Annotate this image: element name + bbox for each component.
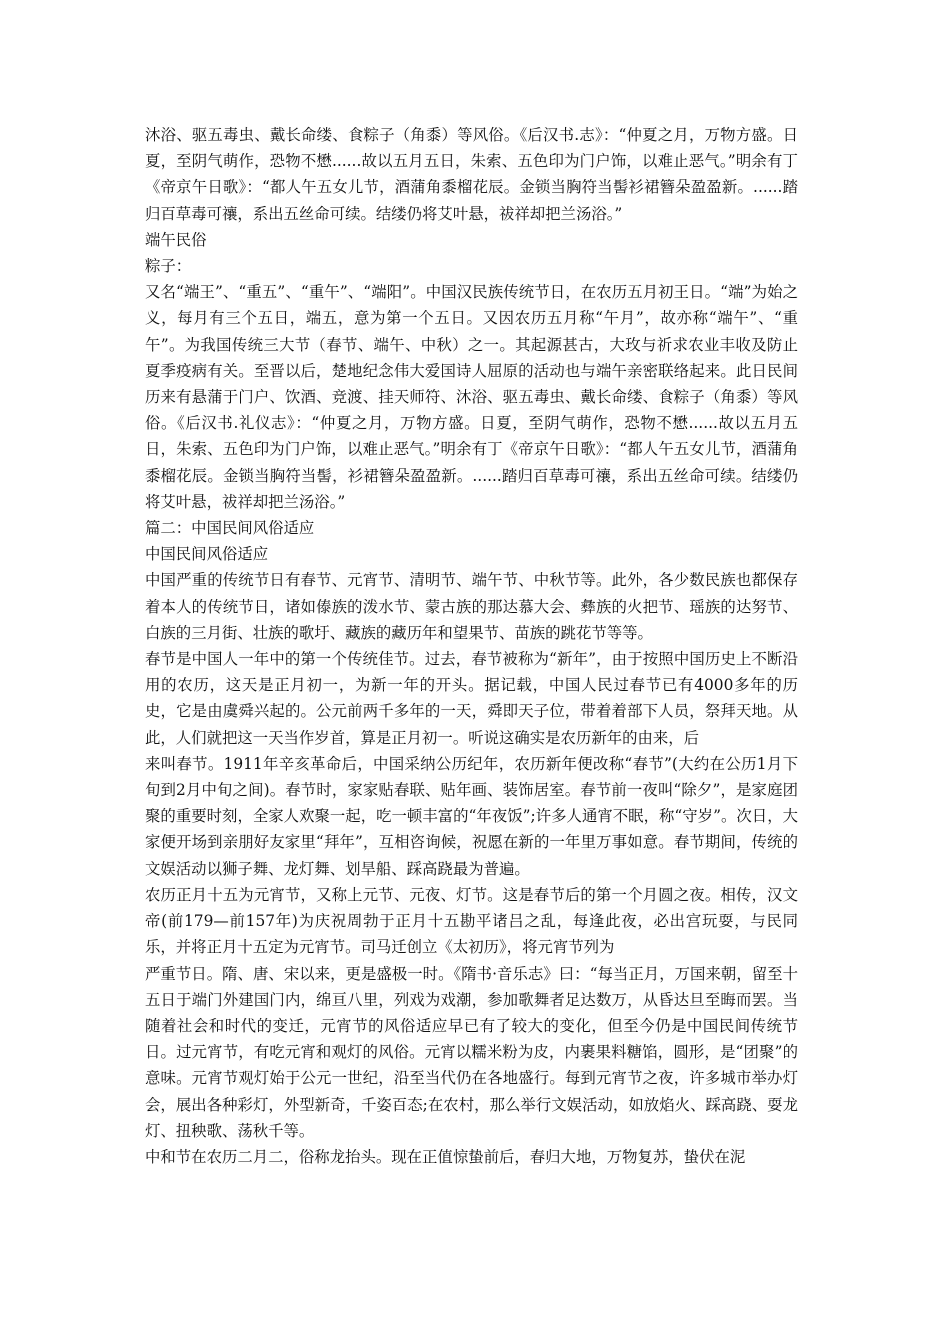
- paragraph-zhonghe-festival: 中和节在农历二月二，俗称龙抬头。现在正值惊蛰前后，春归大地，万物复苏，蛰伏在泥: [145, 1147, 746, 1166]
- paragraph-duanwu-intro: 又名“端王”、“重五”、“重午”、“端阳”。中国汉民族传统节日，在农历五月初王日。“端”为始之义，每月有三个五日，端五，意为第一个五日。又因农历五月称“午月”，故亦称“端午”、“重午”。为我国传统三大节（春节、端午、中秋）之一。其起源甚古，大玫与祈求农业丰收及防止夏季疫病有关。至晋以后，楚地纪念伟大爱国诗人屈原的活动也与端午亲密联络起来。此日民间历来有悬蒲于门户、饮酒、竞渡、挂天师符、沐浴、驱五毒虫、戴长命缕、食粽子（角黍）等风俗。《后汉书.礼仪志》：“仲夏之月，万物方盛。日夏，至阴气萌作，恐物不懋......故以五月五日，朱索、五色印为门户饰，以难止恶气。”明余有丁《帝京午日歌》：“都人午五女儿节，酒蒲角黍榴花辰。金锁当胸符当髻，衫裙簪朵盈盈新。......踏归百草毒可禳，系出五丝命可续。结缕仍将艾叶悬，祓祥却把兰汤浴。”: [145, 283, 798, 511]
- paragraph-lantern-festival-cont: 严重节日。隋、唐、宋以来，更是盛极一时。《隋书·音乐志》曰：“每当正月，万国来朝，留至十五日于端门外建国门内，绵亘八里，列戏为戏潮，参加歌舞者足达数万，从昏达旦至晦而罢。当随着社会和时代的变迁，元宵节的风俗适应早已有了较大的变化，但至今仍是中国民间传统节日。过元宵节，有吃元宵和观灯的风俗。元宵以糯米粉为皮，内裹果料糖馅，圆形，是“团聚”的意味。元宵节观灯始于公元一世纪，沿至当代仍在各地盛行。每到元宵节之夜，许多城市举办灯会，展出各种彩灯，外型新奇，千姿百态;在农村，那么举行文娱活动，如放焰火、踩高跷、耍龙灯、扭秧歌、荡秋千等。: [145, 964, 798, 1140]
- heading-zongzi: 粽子：: [145, 257, 192, 276]
- paragraph-lantern-festival: 农历正月十五为元宵节，又称上元节、元夜、灯节。这是春节后的第一个月圆之夜。相传，汉文帝(前179—前157年)为庆祝周勃于正月十五勘平诸吕之乱，每逢此夜，必出宫玩耍，与民同乐，并将正月十五定为元宵节。司马迁创立《太初历》，将元宵节列为: [145, 885, 798, 957]
- heading-dragon-boat-folk: 端午民俗: [145, 230, 207, 249]
- paragraph-spring-festival-cont: 来叫春节。1911年辛亥革命后，中国采纳公历纪年，农历新年便改称“春节”(大约在公历1月下旬到2月中旬之间)。春节时，家家贴春联、贴年画、装饰居室。春节前一夜叫“除夕”，是家庭团聚的重要时刻，全家人欢聚一起，吃一顿丰富的“年夜饭”;许多人通宵不眠，称“守岁”。次日，大家便开场到亲朋好友家里“拜年”，互相咨询候，祝愿在新的一年里万事如意。春节期间，传统的文娱活动以狮子舞、龙灯舞、划旱船、踩高跷最为普遍。: [145, 754, 798, 878]
- paragraph-spring-festival: 春节是中国人一年中的第一个传统佳节。过去，春节被称为“新年”，由于按照中国历史上不断沿用的农历，这天是正月初一，为新一年的开头。据记载，中国人民过春节已有4000多年的历史，它是由虞舜兴起的。公元前两千多年的一天，舜即天子位，带着着部下人员，祭拜天地。从此，人们就把这一天当作岁首，算是正月初一。听说这确实是农历新年的由来，后: [145, 650, 798, 747]
- heading-part-two: 篇二：中国民间风俗适应: [145, 519, 315, 538]
- paragraph-dragon-boat-customs-cont: 沐浴、驱五毒虫、戴长命缕、食粽子（角黍）等风俗。《后汉书.志》：“仲夏之月，万物方盛。日夏，至阴气萌作，恐物不懋......故以五月五日，朱索、五色印为门户饰，以难止恶气。”明余有丁《帝京午日歌》：“都人午五女儿节，酒蒲角黍榴花辰。金锁当胸符当髻衫裙簪朵盈盈新。......踏归百草毒可禳，系出五丝命可续。结缕仍将艾叶悬，祓祥却把兰汤浴。”: [145, 126, 798, 223]
- heading-folk-customs: 中国民间风俗适应: [145, 545, 269, 564]
- paragraph-traditional-festivals: 中国严重的传统节日有春节、元宵节、清明节、端午节、中秋节等。此外，各少数民族也都保存着本人的传统节日，诸如傣族的泼水节、蒙古族的那达慕大会、彝族的火把节、瑶族的达努节、白族的三月街、壮族的歌圩、藏族的藏历年和望果节、苗族的跳花节等等。: [145, 571, 798, 642]
